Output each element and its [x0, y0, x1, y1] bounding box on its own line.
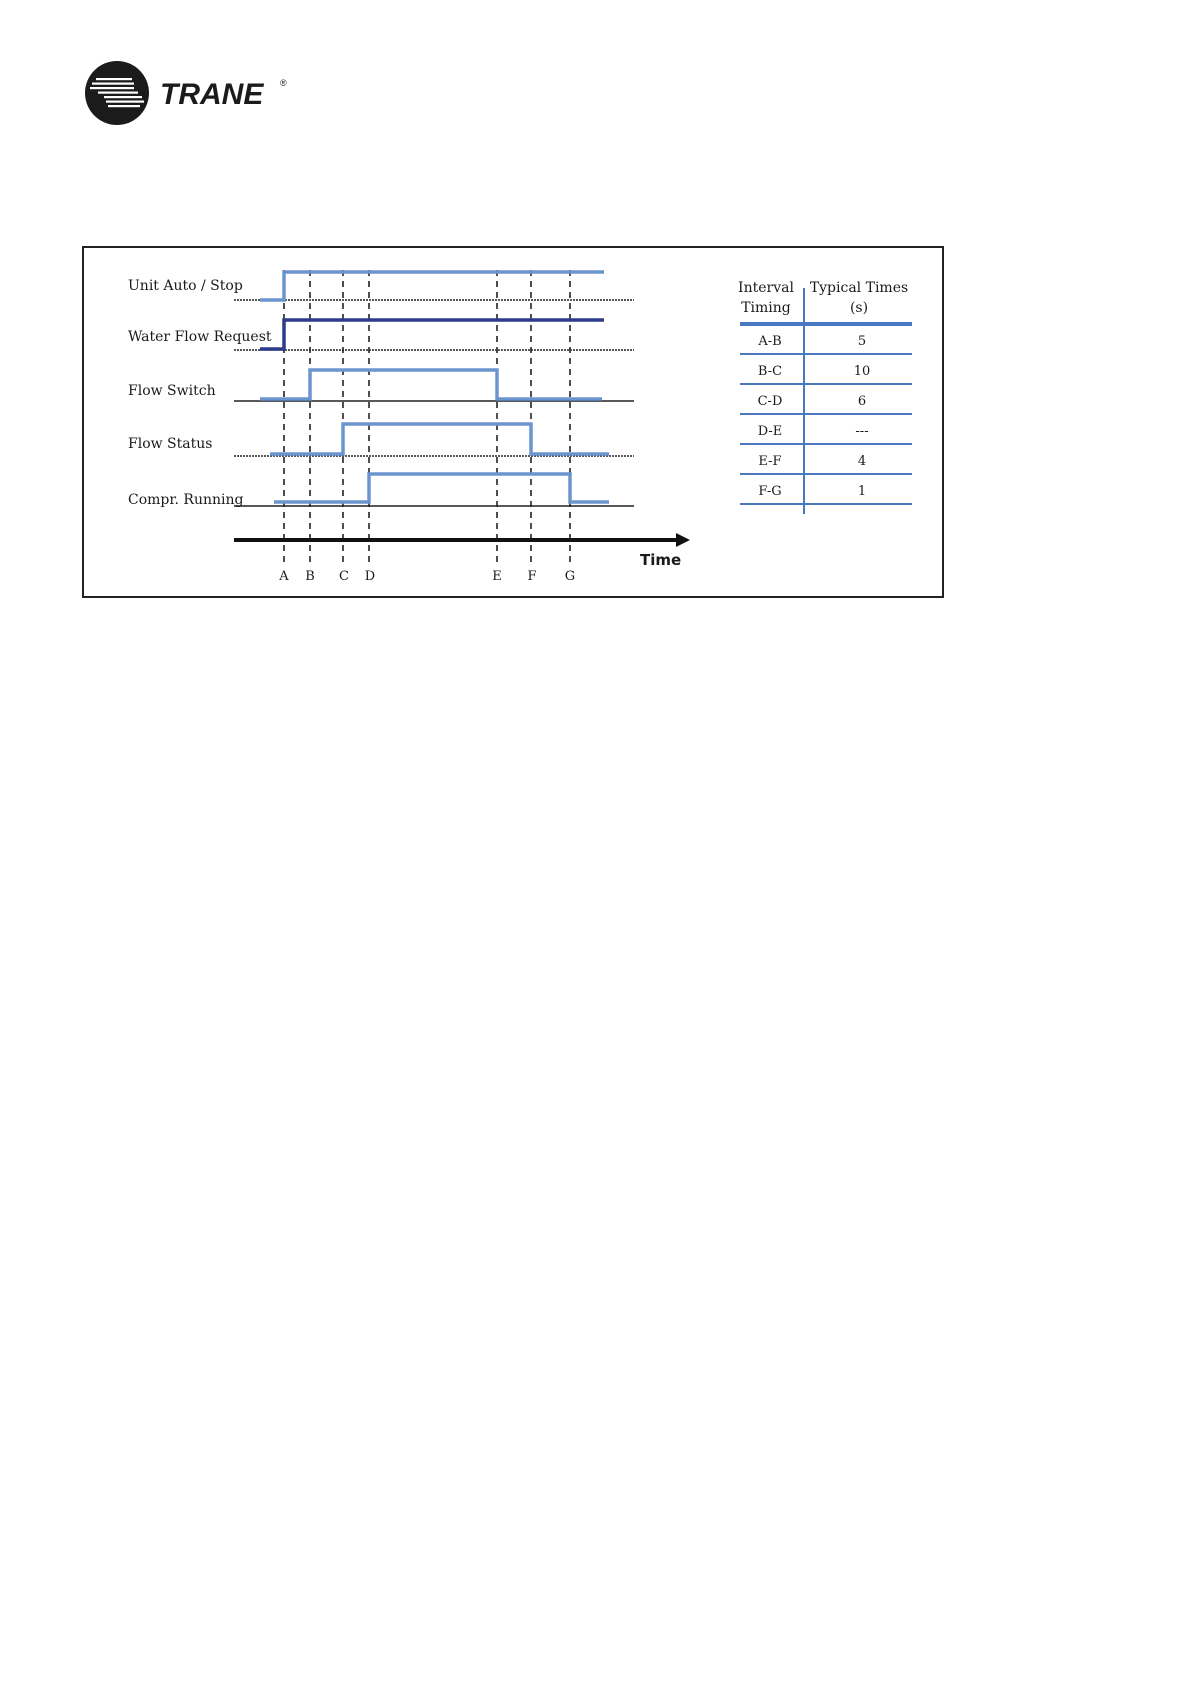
- marker-b: B: [305, 569, 315, 584]
- marker-e: E: [492, 569, 502, 584]
- header-typical-line-2: (s): [849, 300, 869, 316]
- signal-label-flow-status: Flow Status: [128, 436, 213, 452]
- signal-label-water-flow-request: Water Flow Request: [128, 329, 272, 345]
- table-row-time: 6: [857, 394, 867, 409]
- header-interval-line-1: Interval: [738, 280, 794, 296]
- signal-waveform-unit-auto-stop: [260, 272, 604, 300]
- table-row-interval: C-D: [757, 394, 783, 409]
- table-row-interval: D-E: [757, 424, 783, 439]
- marker-g: G: [564, 569, 576, 584]
- trane-logo-mark: [84, 60, 294, 130]
- marker-c: C: [339, 569, 349, 584]
- signal-waveform-compr-running: [274, 474, 609, 502]
- header-typical-line-1: Typical Times: [809, 280, 909, 296]
- signal-waveform-flow-switch: [260, 370, 602, 399]
- marker-d: D: [364, 569, 376, 584]
- signal-label-compr-running: Compr. Running: [128, 492, 244, 508]
- table-row-time: 10: [853, 364, 871, 379]
- table-row-interval: E-F: [758, 454, 782, 469]
- signal-label-flow-switch: Flow Switch: [128, 383, 216, 399]
- trane-logo: [84, 60, 294, 130]
- table-row-interval: A-B: [758, 334, 782, 349]
- table-row-interval: F-G: [758, 484, 782, 499]
- table-row-time: 5: [857, 334, 867, 349]
- table-row-time: ---: [855, 424, 869, 439]
- time-axis-label: Time: [640, 551, 682, 569]
- interval-table-rules: [740, 270, 916, 520]
- marker-f: F: [527, 569, 537, 584]
- registered-mark: ®: [280, 78, 287, 88]
- brand-name: TRANE: [160, 78, 264, 111]
- table-row-time: 1: [857, 484, 867, 499]
- signal-waveform-water-flow-request: [260, 320, 604, 349]
- timing-diagram-frame: [82, 246, 944, 598]
- time-axis-arrow-icon: [676, 533, 690, 547]
- table-row-time: 4: [857, 454, 867, 469]
- signal-waveform-flow-status: [270, 424, 609, 454]
- table-row-interval: B-C: [757, 364, 783, 379]
- header-interval-line-2: Timing: [741, 300, 791, 316]
- signal-label-unit-auto-stop: Unit Auto / Stop: [128, 278, 243, 294]
- marker-a: A: [279, 569, 289, 584]
